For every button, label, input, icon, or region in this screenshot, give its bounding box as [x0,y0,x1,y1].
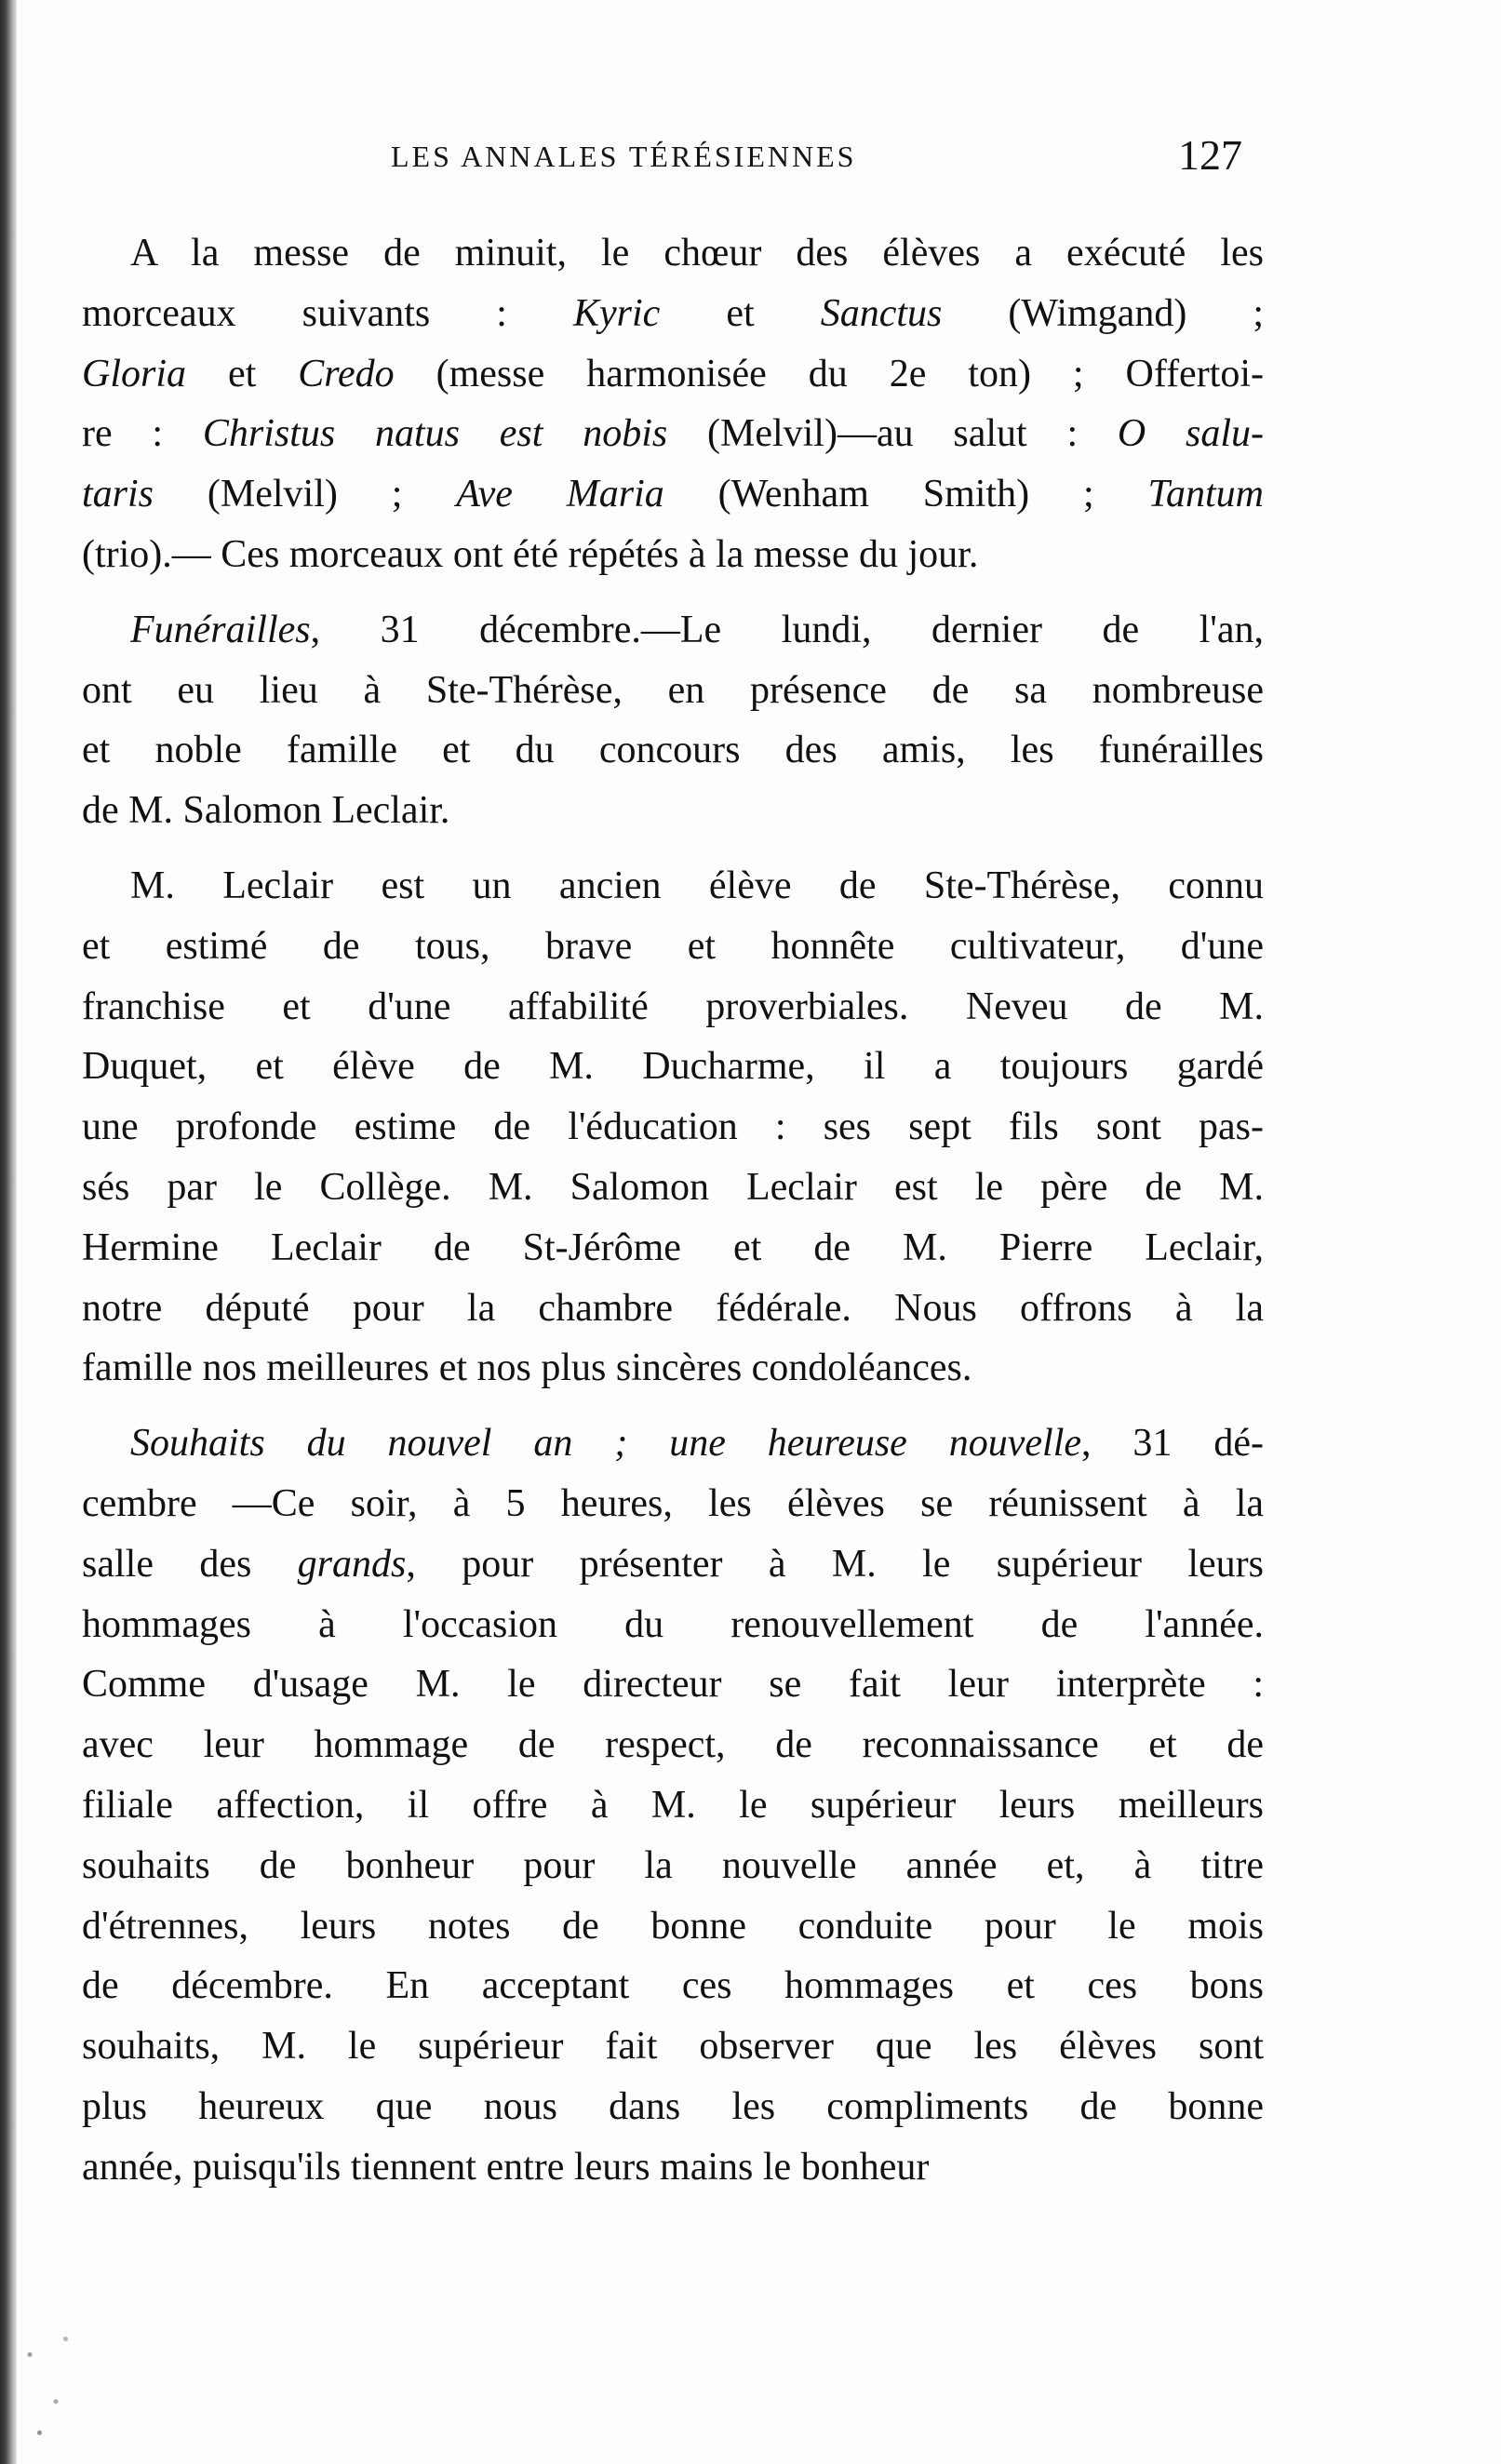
italic-title: Funérailles [130,608,311,651]
italic-title: Tantum [1147,473,1265,516]
text-run: filiale affection, il offre à M. le supérieur leurs meilleurs [82,1783,1264,1827]
text-line [82,223,1264,284]
text-run: salle des [82,1542,298,1586]
text-run: hommages à l'occasion du renouvellement de l'année. [82,1602,1264,1646]
text-line [82,2016,1264,2077]
text-run: de décembre. En acceptant ces hommages et ces bons [82,1964,1264,2008]
text-run: sés par le Collège. M. Salomon Leclair est le père de M. [82,1165,1264,1209]
text-run: une profonde estime de l'éducation : ses sept fils sont pas- [82,1105,1264,1149]
italic-title: Ave Maria [456,473,664,516]
text-line [82,1413,1264,1474]
text-run: Hermine Leclair de St-Jérôme et de M. Pierre Leclair, [82,1225,1264,1269]
italic-title: grands [297,1542,407,1586]
text-line [82,344,1264,405]
text-run: famille nos meilleures et nos plus sincères condoléances. [82,1346,972,1390]
text-line [82,1158,1264,1218]
text-line [82,600,1264,661]
italic-title: Souhaits du nouvel an ; une heureuse nouvelle [130,1422,1082,1466]
text-line [82,1595,1264,1655]
paragraph [82,223,1264,585]
text-line [82,2077,1264,2137]
text-run: (messe harmonisée du 2e ton) ; Offertoi- [394,352,1265,395]
text-run: de M. Salomon Leclair. [82,789,450,833]
text-line [82,1097,1264,1158]
text-run: plus heureux que nous dans les compliments de bonne [82,2084,1264,2128]
text-run: , 31 décembre.—Le lundi, dernier de l'an, [310,608,1264,651]
text-run: A la messe de minuit, le chœur des élèves a exécuté les [130,232,1264,275]
paragraph [82,600,1264,841]
text-line [82,1775,1264,1836]
text-run: M. Leclair est un ancien élève de Ste-Thérèse, connu [130,864,1264,907]
text-run: morceaux suivants : [82,291,574,335]
text-run: et [660,291,821,335]
italic-title: Kyric [573,291,661,335]
binding-edge [0,0,17,2464]
text-line [82,2137,1264,2198]
text-line [82,1836,1264,1896]
text-run: Duquet, et élève de M. Ducharme, il a toujours gardé [82,1045,1264,1089]
text-line [82,1956,1264,2016]
text-line [82,1338,1264,1399]
text-run: (Wenham Smith) ; [663,473,1148,516]
text-run: (trio).— Ces morceaux ont été répétés à la messe du jour. [82,532,979,576]
text-run: souhaits, M. le supérieur fait observer que les élèves sont [82,2025,1264,2069]
text-run: notre député pour la chambre fédérale. Nous offrons à la [82,1286,1264,1330]
text-run: , pour présenter à M. le supérieur leurs [406,1542,1264,1586]
italic-title: Gloria [82,352,187,395]
italic-title: Sanctus [820,291,943,335]
text-line [82,917,1264,977]
italic-title: Credo [298,352,395,395]
paragraph [82,856,1264,1399]
text-run: et [186,352,299,395]
text-line [82,1896,1264,1957]
text-run: ont eu lieu à Ste-Thérèse, en présence de sa nombreuse [82,668,1264,712]
text-line [82,781,1264,841]
text-line [82,1715,1264,1775]
running-title: LES ANNALES TÉRÉSIENNES [391,140,857,173]
text-line [82,525,1264,585]
text-line [82,720,1264,781]
text-line [82,404,1264,464]
text-line [82,1474,1264,1534]
text-run: , 31 dé- [1081,1422,1264,1466]
text-run: avec leur hommage de respect, de reconnaissance et de [82,1723,1264,1767]
text-run: d'étrennes, leurs notes de bonne conduite pour le mois [82,1904,1264,1948]
page-header [0,130,1501,186]
body-text [82,223,1264,2198]
text-line [82,1279,1264,1339]
italic-title: O salu- [1117,412,1264,456]
text-run: cembre —Ce soir, à 5 heures, les élèves se réunissent à la [82,1481,1264,1525]
text-run: année, puisqu'ils tiennent entre leurs mains le bonheur [82,2145,930,2189]
scan-speckle [17,2308,82,2464]
text-line [82,1534,1264,1595]
page-number: 127 [1178,131,1242,179]
text-run: franchise et d'une affabilité proverbiales. Neveu de M. [82,984,1264,1028]
text-run: et estimé de tous, brave et honnête cultivateur, d'une [82,924,1264,968]
italic-title: taris [82,473,154,516]
text-run: et noble famille et du concours des amis, les funérailles [82,729,1264,772]
text-run: re : [82,412,203,456]
text-line [82,1218,1264,1279]
text-run: (Melvil) ; [154,473,457,516]
text-run: (Wimgand) ; [942,291,1264,335]
text-run: Comme d'usage M. le directeur se fait leur interprète : [82,1663,1264,1707]
text-line [82,284,1264,344]
text-line [82,977,1264,1038]
text-run: souhaits de bonheur pour la nouvelle année et, à titre [82,1843,1264,1887]
text-line [82,1654,1264,1715]
text-line [82,1037,1264,1097]
paragraph [82,1413,1264,2197]
text-line [82,464,1264,525]
text-line [82,661,1264,721]
text-run: (Melvil)—au salut : [667,412,1118,456]
italic-title: Christus natus est nobis [202,412,668,456]
text-line [82,856,1264,917]
